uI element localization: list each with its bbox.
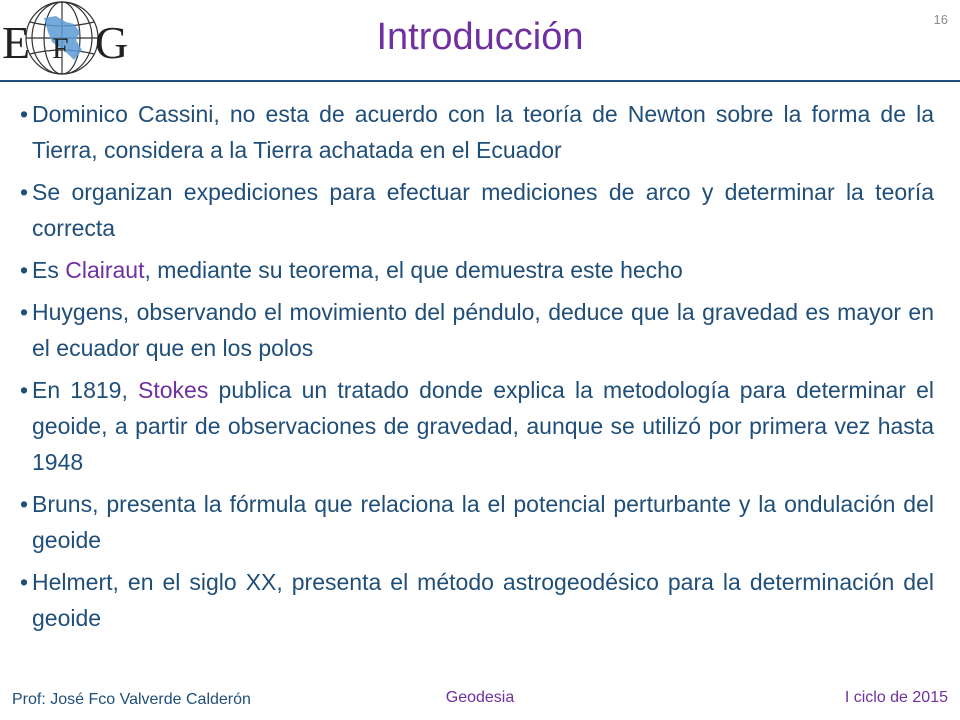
- slide-title: Introducción: [376, 16, 584, 58]
- footer-term: I ciclo de 2015: [844, 689, 948, 706]
- bullet-item: [20, 96, 934, 168]
- bullet-item: [20, 372, 935, 480]
- svg-text:G: G: [95, 17, 129, 68]
- bullet-dot-icon: •: [20, 257, 29, 283]
- highlight-clairaut: Clairaut: [65, 257, 145, 283]
- bullet-item: [20, 174, 934, 246]
- bullet-list: [20, 96, 935, 642]
- bullet-item: [20, 252, 934, 288]
- bullet-text: Huygens, observando el movimiento del péndulo, deduce que la gravedad es mayor en el ecuador que en los polos: [32, 299, 934, 361]
- bullet-dot-icon: •: [20, 377, 29, 403]
- bullet-item: [20, 294, 934, 366]
- bullet-text: Dominico Cassini, no esta de acuerdo con la teoría de Newton sobre la forma de la Tierra, considera a la Tierra achatada en el Ecuador: [32, 101, 934, 163]
- bullet-text-pre: En 1819,: [32, 377, 139, 403]
- bullet-text-post: publica un tratado donde explica la metodología para determinar el geoide, a partir de observaciones de gravedad, aunque se utilizó por primera vez hasta 1948: [32, 377, 935, 475]
- footer-author: Prof: José Fco Valverde Calderón: [12, 691, 251, 708]
- bullet-text: Bruns, presenta la fórmula que relaciona la el potencial perturbante y la ondulación del geoide: [32, 491, 934, 553]
- bullet-text-post: , mediante su teorema, el que demuestra este hecho: [144, 257, 683, 283]
- title-divider: [0, 80, 960, 82]
- bullet-dot-icon: •: [20, 491, 29, 517]
- bullet-dot-icon: •: [20, 101, 29, 127]
- bullet-item: [20, 564, 934, 636]
- bullet-dot-icon: •: [20, 179, 29, 205]
- bullet-text-pre: Es: [32, 257, 66, 283]
- bullet-dot-icon: •: [20, 299, 29, 325]
- highlight-stokes: Stokes: [138, 377, 209, 403]
- svg-text:E: E: [2, 17, 31, 68]
- bullet-item: [20, 486, 934, 558]
- page-number: 16: [933, 12, 948, 27]
- bullet-dot-icon: •: [20, 569, 29, 595]
- bullet-text: Se organizan expediciones para efectuar mediciones de arco y determinar la teoría correcta: [32, 179, 934, 241]
- footer-course: Geodesia: [445, 689, 515, 706]
- svg-text:F: F: [52, 32, 69, 65]
- bullet-text: Helmert, en el siglo XX, presenta el método astrogeodésico para la determinación del geoide: [32, 569, 934, 631]
